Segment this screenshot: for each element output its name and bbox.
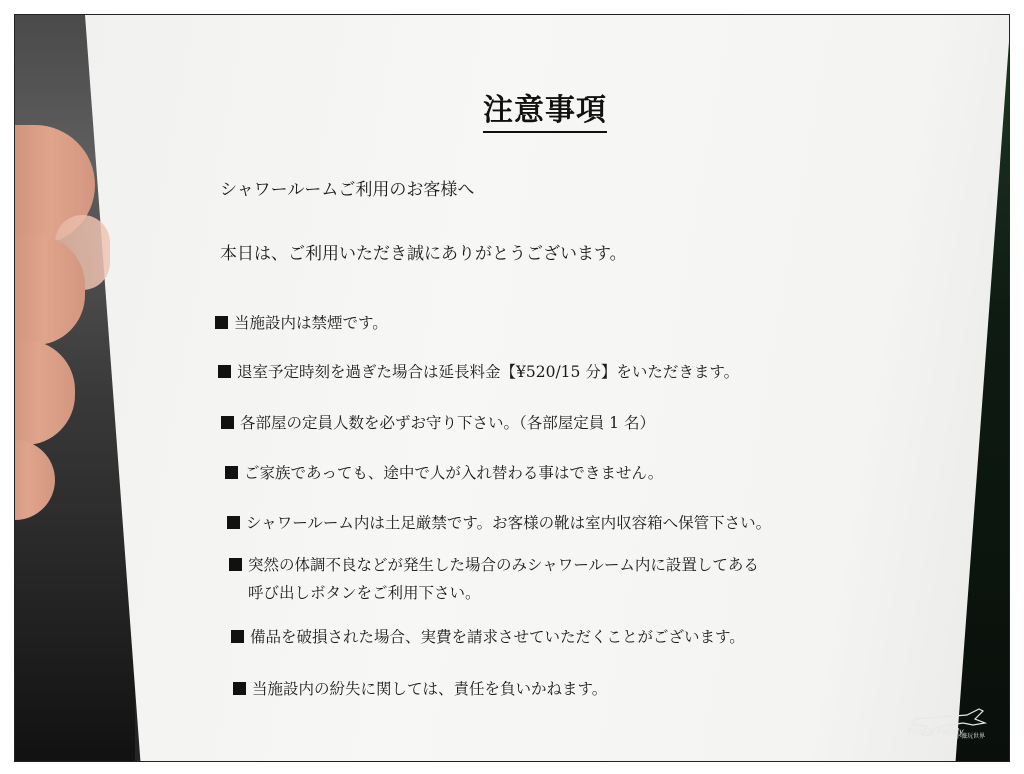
- bullet-square-icon: [227, 516, 240, 529]
- notice-item-text: 当施設内の紛失に関しては、責任を負いかねます。: [252, 680, 608, 698]
- watermark-signature: Ying @ Family: [907, 727, 964, 736]
- notice-thanks: 本日は、ご利用いただき誠にありがとうございます。: [220, 244, 627, 264]
- notice-item-text: ご家族であっても、途中で人が入れ替わる事はできません。: [244, 464, 664, 482]
- bullet-square-icon: [231, 630, 244, 643]
- bullet-square-icon: [218, 365, 231, 378]
- notice-item-text: 各部屋の定員人数を必ずお守り下さい。（各部屋定員 1 名）: [240, 414, 655, 432]
- watermark-small-text: 小薇玩世界: [955, 733, 986, 740]
- notice-item: [233, 677, 607, 699]
- notice-greeting: シャワールームご利用のお客様へ: [220, 180, 475, 200]
- notice-item-continuation: 呼び出しボタンをご利用下さい。: [248, 584, 481, 602]
- notice-item: [231, 625, 745, 647]
- notice-item: [229, 553, 759, 603]
- notice-item: [215, 311, 388, 333]
- watermark: [907, 705, 987, 741]
- bullet-square-icon: [229, 558, 242, 571]
- notice-item: [221, 411, 655, 433]
- notice-item: [218, 360, 739, 382]
- bullet-square-icon: [225, 466, 238, 479]
- notice-item: [227, 511, 771, 533]
- bullet-square-icon: [233, 682, 246, 695]
- bullet-square-icon: [215, 316, 228, 329]
- notice-item-text: 退室予定時刻を過ぎた場合は延長料金【¥520/15 分】をいただきます。: [237, 363, 740, 381]
- finger: [14, 340, 75, 445]
- notice-item-text: 当施設内は禁煙です。: [234, 314, 388, 332]
- notice-item: [225, 461, 663, 483]
- finger: [14, 440, 55, 520]
- hand-holding-paper: [15, 115, 105, 515]
- bullet-square-icon: [221, 416, 234, 429]
- notice-item-text: 突然の体調不良などが発生した場合のみシャワールーム内に設置してある: [248, 556, 759, 574]
- photo-frame: [14, 14, 1010, 762]
- notice-item-text: 備品を破損された場合、実費を請求させていただくことがございます。: [250, 628, 745, 646]
- notice-item-text: シャワールーム内は土足厳禁です。お客様の靴は室内収容箱へ保管下さい。: [246, 514, 772, 532]
- notice-title: 注意事項: [483, 85, 607, 133]
